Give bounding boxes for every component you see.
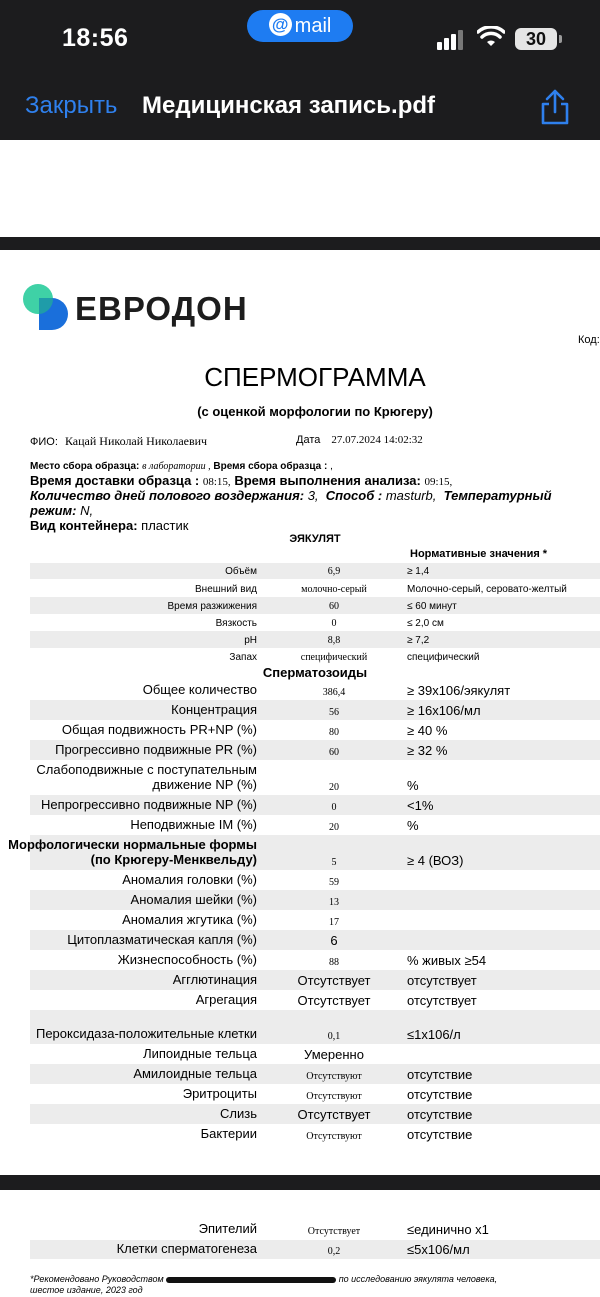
row-norm: ≤1x106/л <box>407 1027 461 1042</box>
table-row <box>30 795 600 815</box>
container-value: пластик <box>141 518 189 533</box>
row-label: Аномалия шейки (%) <box>130 892 257 908</box>
table-row <box>30 1064 600 1084</box>
row-norm: ≥ 32 % <box>407 743 448 758</box>
row-value: 13 <box>329 897 339 908</box>
date-value: 27.07.2024 14:02:32 <box>331 434 423 446</box>
row-value: Отсутствует <box>297 993 371 1008</box>
row-norm: ≥ 4 (ВОЗ) <box>407 853 464 868</box>
report-subtitle: (с оценкой морфологии по Крюгеру) <box>197 404 433 419</box>
method-value: masturb, <box>385 488 437 503</box>
row-norm: ≤единично х1 <box>407 1222 489 1237</box>
row-label: Общая подвижность PR+NP (%) <box>61 722 257 738</box>
table-row <box>30 720 600 740</box>
row-value: 17 <box>329 917 339 928</box>
row-norm: ≤5x106/мл <box>407 1242 470 1257</box>
row-label: Слизь <box>220 1106 257 1122</box>
row-norm: <1% <box>407 798 434 813</box>
row-value: 0 <box>331 802 337 813</box>
row-label: Аномалия головки (%) <box>122 872 257 888</box>
row-label: Эпителий <box>198 1221 257 1237</box>
footnote-text-1: *Рекомендовано Руководством <box>30 1274 164 1284</box>
table-row <box>30 1220 600 1239</box>
row-norm: ≥ 7,2 <box>407 635 430 646</box>
row-label: Бактерии <box>200 1126 257 1142</box>
evrodon-logo-icon <box>22 284 70 330</box>
row-label: Внешний вид <box>195 583 257 595</box>
abstinence-value: 3, <box>307 488 319 503</box>
row-norm: Молочно-серый, серовато-желтый <box>407 584 567 595</box>
row-norm: специфический <box>407 652 480 663</box>
table-row <box>30 700 600 720</box>
row-value: 60 <box>329 747 339 758</box>
row-value: 5 <box>331 857 337 868</box>
logo-text: ЕВРОДОН <box>75 290 248 327</box>
row-value: Отсутствуют <box>306 1131 362 1142</box>
row-value: Отсутствует <box>307 1226 361 1237</box>
row-value: молочно-серый <box>301 584 367 595</box>
row-value: Умеренно <box>304 1047 364 1062</box>
container-line <box>30 518 188 533</box>
place-label: Место сбора образца: <box>30 461 140 472</box>
row-norm: % живых ≥54 <box>407 953 487 968</box>
table-row <box>30 950 600 970</box>
norm-header: Нормативные значения * <box>410 548 548 560</box>
row-value: Отсутствуют <box>306 1091 362 1102</box>
table-row <box>30 614 600 631</box>
row-label: Пероксидаза-положительные клетки <box>35 1026 257 1042</box>
sample-place-line <box>30 461 333 472</box>
table-row <box>30 890 600 910</box>
row-label: Общее количество <box>142 682 257 698</box>
row-label: Морфологически нормальные формы (по Крюгеру-Менквельду) <box>8 837 257 868</box>
temp-label: Температурный режим: <box>30 488 552 518</box>
row-label: Запах <box>229 651 257 663</box>
row-norm: отсутствие <box>407 1087 473 1102</box>
table-row <box>30 760 600 795</box>
analysis-label: Время выполнения анализа: <box>234 473 421 488</box>
temp-value: N, <box>80 503 94 518</box>
code-label: Код: <box>578 334 600 346</box>
table-row <box>30 631 600 648</box>
table-row <box>30 1084 600 1104</box>
row-norm: отсутствие <box>407 1107 473 1122</box>
row-norm: % <box>407 818 419 833</box>
table-row <box>30 1240 600 1259</box>
row-value: 0 <box>331 618 337 629</box>
row-label: Липоидные тельца <box>143 1046 257 1062</box>
delivery-line <box>30 473 452 488</box>
fio-value: Кацай Николай Николаевич <box>64 434 208 448</box>
at-icon: @ <box>269 13 292 36</box>
row-value: 386,4 <box>322 687 346 698</box>
row-norm: ≥ 1,4 <box>407 566 430 577</box>
fio-label: ФИО: <box>30 436 58 448</box>
container-label: Вид контейнера: <box>30 518 138 533</box>
mail-app-pill[interactable] <box>247 10 353 42</box>
row-value: 6,9 <box>327 566 341 577</box>
table-row <box>30 870 600 890</box>
row-value: Отсутствует <box>297 1107 371 1122</box>
patient-name-line <box>30 434 207 449</box>
row-value: 8,8 <box>327 635 341 646</box>
row-value: 20 <box>329 822 339 833</box>
document-title: Медицинская запись.pdf <box>142 92 436 119</box>
row-label: Агглютинация <box>172 972 257 988</box>
row-value: специфический <box>300 652 368 663</box>
footnote-line-2: шестое издание, 2023 год <box>30 1285 143 1295</box>
section-spermatozoa: Сперматозоиды <box>262 665 368 680</box>
table-row <box>30 563 600 579</box>
row-value: 80 <box>329 727 339 738</box>
row-label: Амилоидные тельца <box>133 1066 257 1082</box>
row-value: 0,2 <box>327 1246 341 1257</box>
table-row <box>30 990 600 1010</box>
delivery-label: Время доставки образца : <box>30 473 200 488</box>
mail-label: mail <box>294 15 332 37</box>
row-label: Агрегация <box>195 992 257 1008</box>
date-line <box>296 434 423 446</box>
page-separator <box>0 237 600 250</box>
row-label: Жизнеспособность (%) <box>117 952 257 968</box>
row-norm: ≥ 16x106/мл <box>407 703 481 718</box>
redacted-text <box>166 1277 336 1283</box>
table-row <box>30 580 600 597</box>
row-norm: ≤ 60 минут <box>407 601 457 612</box>
row-label: Слабоподвижные с поступательным движение NP (%) <box>36 762 257 793</box>
table-row <box>30 910 600 930</box>
row-value: Отсутствует <box>297 973 371 988</box>
row-value: 60 <box>329 601 339 612</box>
row-norm: % <box>407 778 419 793</box>
row-norm: отсутствует <box>407 993 477 1008</box>
row-value: 59 <box>329 877 339 888</box>
row-norm: ≥ 39x106/эякулят <box>407 683 511 698</box>
table-row <box>30 1104 600 1124</box>
row-label: Цитоплазматическая капля (%) <box>67 932 257 948</box>
analysis-value: 09:15, <box>424 476 453 488</box>
footnote-line-1 <box>30 1274 497 1284</box>
share-icon[interactable] <box>538 88 572 126</box>
cellular-signal-icon <box>437 30 467 50</box>
row-value: 88 <box>329 957 339 968</box>
table-row <box>30 740 600 760</box>
row-label: Время разжижения <box>167 600 257 612</box>
abstinence-label: Количество дней полового воздержания: <box>30 488 305 503</box>
date-label: Дата <box>296 434 321 446</box>
delivery-value: 08:15, <box>202 476 231 488</box>
row-label: Эритроциты <box>182 1086 257 1102</box>
row-value: 6 <box>330 933 338 948</box>
row-norm: отсутствует <box>407 973 477 988</box>
row-label: Вязкость <box>215 617 257 629</box>
table-row <box>30 970 600 990</box>
table-row <box>30 648 600 665</box>
row-label: Аномалия жгутика (%) <box>122 912 257 928</box>
row-norm: ≤ 2,0 см <box>407 618 444 629</box>
table-row <box>30 681 600 700</box>
row-value: 56 <box>329 707 339 718</box>
row-label: Непрогрессивно подвижные NP (%) <box>41 797 257 813</box>
abstinence-line <box>30 488 600 518</box>
row-norm: ≥ 40 % <box>407 723 448 738</box>
section-ejaculate: ЭЯКУЛЯТ <box>289 533 341 545</box>
place-value: в лаборатории , <box>142 461 211 472</box>
collect-time-label: Время сбора образца : <box>213 461 328 472</box>
row-label: Объём <box>225 565 257 577</box>
close-button[interactable]: Закрыть <box>25 92 118 119</box>
row-norm: отсутствие <box>407 1067 473 1082</box>
table-row <box>30 930 600 950</box>
method-label: Способ : <box>325 488 383 503</box>
table-row <box>30 1010 600 1044</box>
table-row <box>30 1044 600 1064</box>
page-separator <box>0 1175 600 1190</box>
report-title: СПЕРМОГРАММА <box>204 362 426 392</box>
wifi-icon <box>477 26 505 48</box>
ios-top-bar <box>0 0 600 140</box>
row-label: Концентрация <box>171 702 257 718</box>
row-value: 20 <box>329 782 339 793</box>
row-value: 0,1 <box>327 1031 341 1042</box>
footnote-text-1b: по исследованию эякулята человека, <box>338 1274 498 1284</box>
row-value: Отсутствуют <box>306 1071 362 1082</box>
collect-time-value: , <box>330 461 333 472</box>
row-norm: отсутствие <box>407 1127 473 1142</box>
table-row <box>30 1124 600 1144</box>
status-time: 18:56 <box>62 24 129 52</box>
table-row <box>8 835 600 870</box>
table-row <box>30 597 600 614</box>
battery-icon: 30 <box>515 28 557 50</box>
table-row <box>30 815 600 835</box>
row-label: pH <box>244 634 257 646</box>
row-label: Прогрессивно подвижные PR (%) <box>55 742 257 758</box>
row-label: Неподвижные IM (%) <box>130 817 257 833</box>
row-label: Клетки сперматогенеза <box>116 1241 257 1257</box>
